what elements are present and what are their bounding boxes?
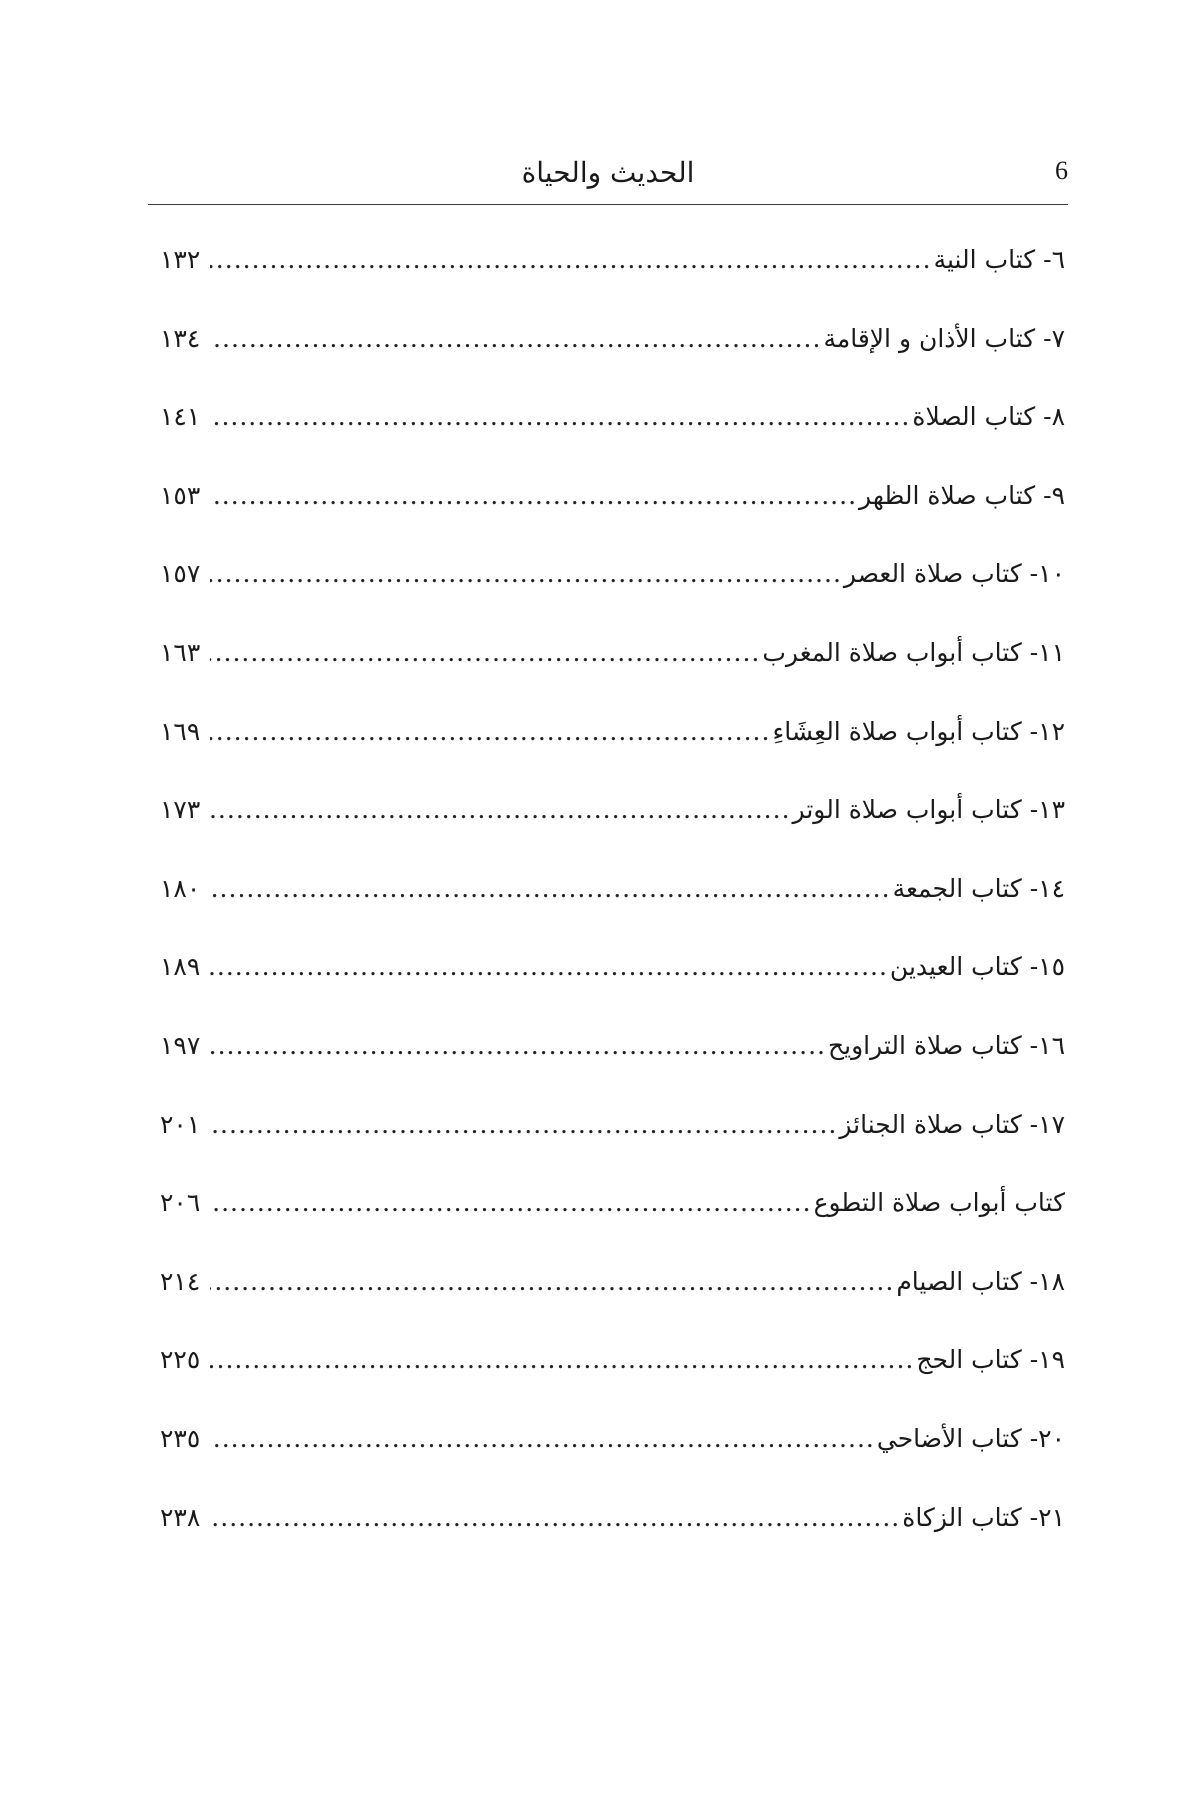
toc-entry-title: ٢٠- كتاب الأضاحي [876, 1423, 1065, 1453]
toc-entry [160, 240, 1065, 319]
toc-entry-page: ٢٠١ [160, 1109, 201, 1139]
toc-entry [160, 790, 1065, 869]
toc-entry [160, 1105, 1065, 1184]
toc-entry-page: ٢٢٥ [160, 1345, 201, 1375]
page-number: 6 [1055, 156, 1068, 185]
toc-entry-page: ٢٣٨ [160, 1502, 201, 1532]
toc-dot-leader [210, 319, 821, 359]
toc-entry-title: ٨- كتاب الصلاة [912, 402, 1065, 432]
toc-entry-page: ١٧٣ [160, 795, 201, 825]
toc-dot-leader [210, 633, 760, 673]
toc-entry-title: ١٧- كتاب صلاة الجنائز [839, 1109, 1065, 1139]
toc-dot-leader [210, 397, 910, 437]
toc-dot-leader [210, 712, 770, 752]
toc-entry [160, 1183, 1065, 1262]
toc-entry [160, 1340, 1065, 1419]
toc-entry-page: ١٦٩ [160, 716, 201, 746]
toc-entry-page: ١٩٧ [160, 1030, 201, 1060]
toc-entry-title: كتاب أبواب صلاة التطوع [813, 1188, 1065, 1218]
toc-dot-leader [210, 1183, 812, 1223]
toc-entry-title: ١٤- كتاب الجمعة [892, 873, 1065, 903]
toc-dot-leader [210, 790, 791, 830]
toc-entry-page: ١٨٩ [160, 952, 201, 982]
table-of-contents [160, 240, 1065, 1576]
toc-dot-leader [210, 554, 842, 594]
toc-dot-leader [210, 240, 932, 280]
toc-entry-title: ٧- كتاب الأذان و الإقامة [823, 323, 1065, 353]
toc-entry-title: ١٢- كتاب أبواب صلاة العِشَاءِ [772, 716, 1065, 746]
toc-entry-title: ٩- كتاب صلاة الظهر [859, 480, 1065, 510]
toc-entry-title: ١٦- كتاب صلاة التراويح [827, 1030, 1065, 1060]
toc-dot-leader [210, 1262, 894, 1302]
toc-entry [160, 476, 1065, 555]
toc-dot-leader [210, 1419, 875, 1459]
toc-entry [160, 947, 1065, 1026]
toc-entry-page: ١٦٣ [160, 637, 201, 667]
toc-entry-page: ٢١٤ [160, 1266, 201, 1296]
toc-entry-title: ١٨- كتاب الصيام [896, 1266, 1065, 1296]
running-head [148, 150, 1068, 202]
toc-entry-title: ١٥- كتاب العيدين [889, 952, 1065, 982]
toc-entry [160, 1026, 1065, 1105]
toc-dot-leader [210, 1498, 900, 1538]
toc-entry-page: ١٤١ [160, 402, 201, 432]
toc-entry [160, 869, 1065, 948]
toc-entry [160, 712, 1065, 791]
toc-dot-leader [210, 1026, 826, 1066]
toc-entry-title: ١١- كتاب أبواب صلاة المغرب [762, 637, 1065, 667]
toc-entry-page: ١٥٧ [160, 559, 201, 589]
toc-entry-page: ١٣٤ [160, 323, 201, 353]
toc-entry-title: ١٠- كتاب صلاة العصر [843, 559, 1065, 589]
toc-entry [160, 1262, 1065, 1341]
toc-entry-title: ٦- كتاب النية [933, 245, 1065, 274]
toc-entry-page: ٢٣٥ [160, 1423, 201, 1453]
toc-entry-page: ١٨٠ [160, 873, 201, 903]
toc-entry-title: ٢١- كتاب الزكاة [902, 1502, 1065, 1532]
toc-entry-page: ٢٠٦ [160, 1188, 201, 1218]
toc-dot-leader [210, 947, 888, 987]
toc-entry [160, 554, 1065, 633]
toc-dot-leader [210, 869, 891, 909]
toc-entry-page: ١٥٣ [160, 480, 201, 510]
toc-entry [160, 397, 1065, 476]
toc-dot-leader [210, 1340, 914, 1380]
toc-entry [160, 633, 1065, 712]
toc-entry [160, 1419, 1065, 1498]
toc-entry-title: ١٣- كتاب أبواب صلاة الوتر [792, 795, 1065, 825]
toc-entry [160, 1498, 1065, 1577]
header-rule [148, 204, 1068, 205]
toc-entry-title: ١٩- كتاب الحج [916, 1345, 1065, 1375]
toc-dot-leader [210, 476, 857, 516]
running-head-title: الحديث والحياة [521, 156, 695, 189]
toc-entry-page: ١٣٢ [160, 245, 201, 274]
toc-dot-leader [210, 1105, 837, 1145]
toc-entry [160, 319, 1065, 398]
